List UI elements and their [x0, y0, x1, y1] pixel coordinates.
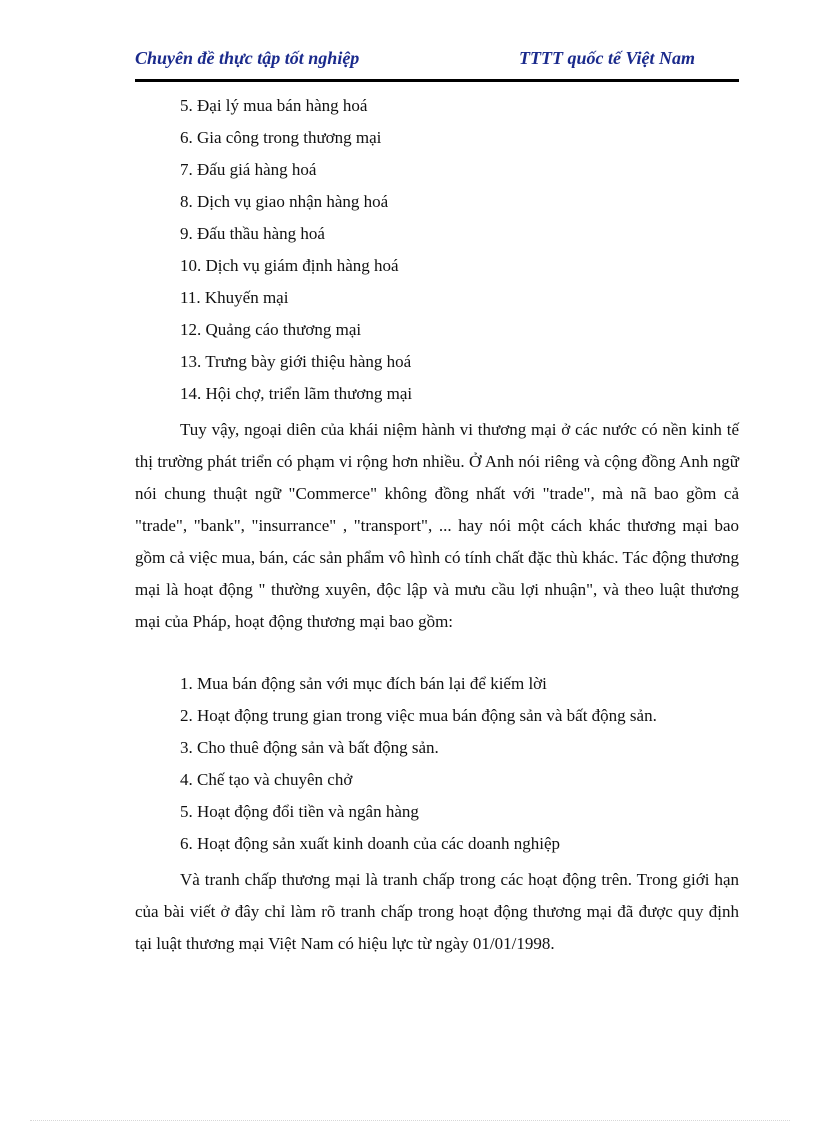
paragraph-text: Tuy vậy, ngoại diên của khái niệm hành vi thương mại ở các nước có nền kinh tế thị trường phát triển có phạm vi rộng hơn nhiều. Ở Anh nói riêng và cộng đồng Anh ngữ nói chung thuật ngữ "Commerce" không đồng nhất với "trade", mà nã bao gồm cả "trade", "bank", "insurrance" , "transport", ... hay nói một cách khác thương mại bao gồm cả việc mua, bán, các sản phẩm vô hình có tính chất đặc thù khác. Tác động thương mại là hoạt động " thường xuyên, độc lập và mưu cầu lợi nhuận", và theo luật thương mại của Pháp, hoạt động thương mại bao gồm: — [135, 420, 739, 631]
list-item: 10. Dịch vụ giám định hàng hoá — [180, 256, 399, 275]
header-left-title: Chuyên đề thực tập tốt nghiệp — [135, 48, 360, 68]
page-header — [135, 46, 739, 74]
list-item: 4. Chế tạo và chuyên chở — [180, 770, 353, 789]
list-item: 7. Đấu giá hàng hoá — [180, 160, 317, 179]
list-item: 5. Đại lý mua bán hàng hoá — [180, 96, 368, 115]
paragraph-conclusion — [135, 864, 739, 960]
list-item: 5. Hoạt động đổi tiền và ngân hàng — [180, 802, 419, 821]
header-rule — [135, 79, 739, 82]
header-right-title: TTTT quốc tế Việt Nam — [519, 48, 695, 68]
list-item: 12. Quảng cáo thương mại — [180, 320, 362, 339]
list-item: 14. Hội chợ, triển lãm thương mại — [180, 384, 413, 403]
list-item: 2. Hoạt động trung gian trong việc mua bán động sản và bất động sản. — [180, 706, 657, 725]
footer-divider — [30, 1120, 790, 1121]
list-item: 6. Hoạt động sản xuất kinh doanh của các doanh nghiệp — [180, 834, 561, 853]
list-item: 11. Khuyến mại — [180, 288, 289, 307]
list-item: 13. Trưng bày giới thiệu hàng hoá — [180, 352, 412, 371]
list-item: 8. Dịch vụ giao nhận hàng hoá — [180, 192, 389, 211]
list-item: 9. Đấu thầu hàng hoá — [180, 224, 325, 243]
paragraph-text: Và tranh chấp thương mại là tranh chấp trong các hoạt động trên. Trong giới hạn của bài viết ở đây chỉ làm rõ tranh chấp trong hoạt động thương mại đã được quy định tại luật thương mại Việt Nam có hiệu lực từ ngày 01/01/1998. — [135, 870, 739, 953]
list-item: 3. Cho thuê động sản và bất động sản. — [180, 738, 439, 757]
list-item: 6. Gia công trong thương mại — [180, 128, 382, 147]
paragraph-intro — [135, 414, 739, 638]
list-item: 1. Mua bán động sản với mục đích bán lại để kiếm lời — [180, 674, 547, 693]
